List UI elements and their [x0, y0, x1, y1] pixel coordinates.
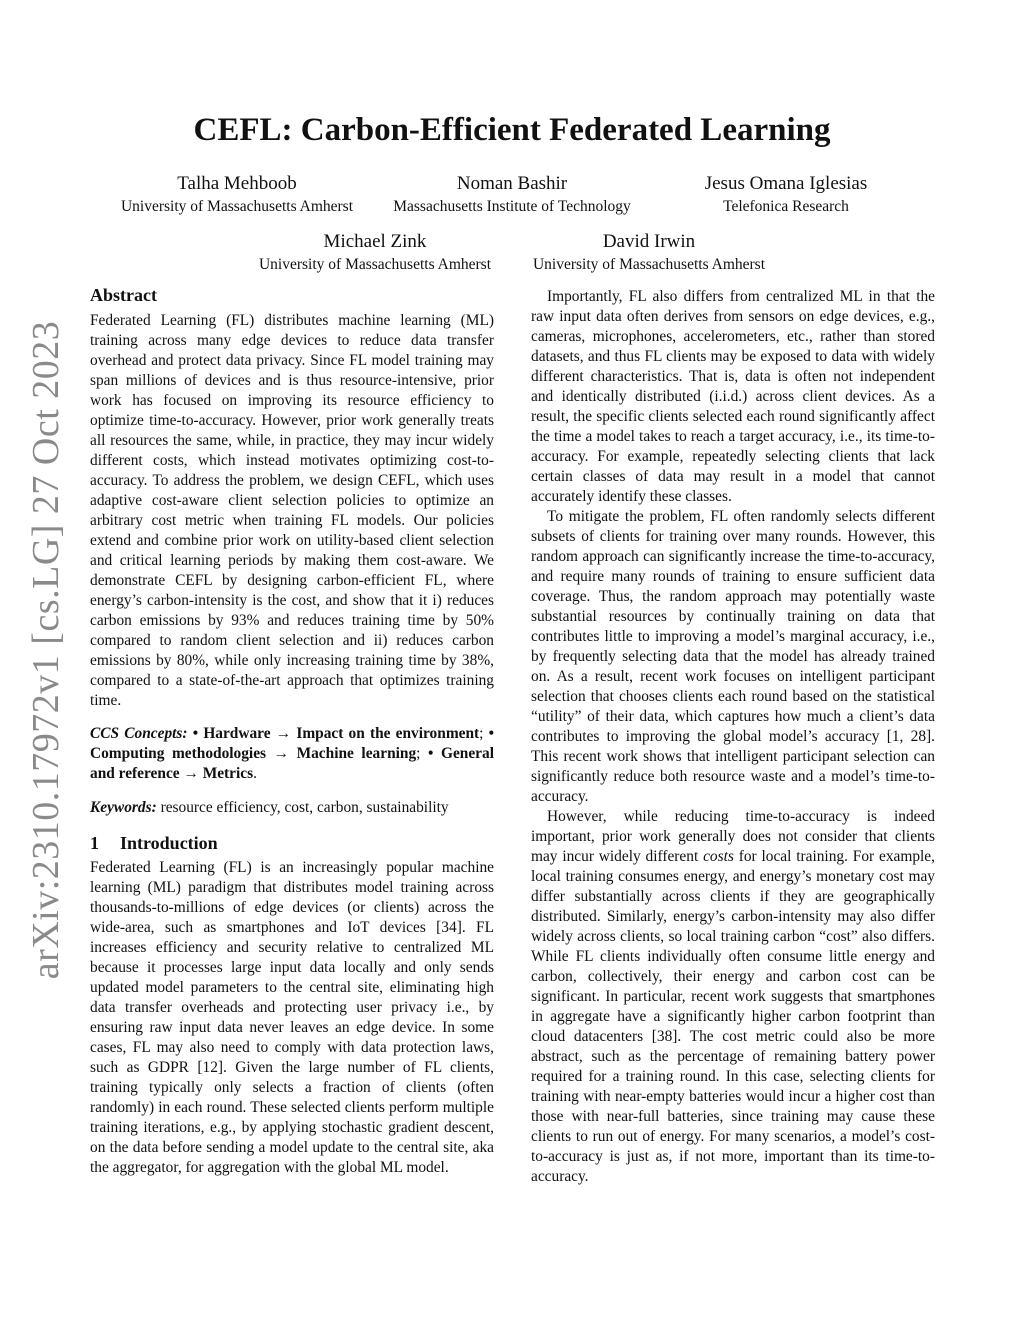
author-name: Jesus Omana Iglesias: [704, 173, 868, 194]
keywords-label: Keywords:: [90, 799, 157, 816]
ccs-topic: Machine learning: [296, 745, 417, 762]
ccs-concepts: CCS Concepts: • Hardware → Impact on the environment; • Computing methodologies → Machine learning; • General and reference → Metrics.: [90, 725, 494, 782]
ccs-category: General and reference: [90, 745, 494, 782]
author-affiliation: University of Massachusetts Amherst: [532, 256, 766, 273]
author-name: Michael Zink: [323, 231, 427, 252]
intro-paragraph-1: Federated Learning (FL) is an increasingly popular machine learning (ML) paradigm that distributes model training across thousands-to-millions of edge devices (or clients) across the wide-area, such as smartphones and IoT devices [34]. FL increases efficiency and security relative to centralized ML because it processes large input data locally and only sends updated model parameters to the central site, eliminating high data transfer overheads and protecting user privacy i.e., by ensuring raw input data never leaves an edge device. In some cases, FL may also need to comply with data protection laws, such as GDPR [12]. Given the large number of FL clients, training typically only selects a fraction of clients (often randomly) in each round. These selected clients perform multiple training iterations, e.g., by applying stochastic gradient descent, on the data before sending a model update to the central site, aka the aggregator, for aggregation with the global ML model.: [90, 859, 494, 1176]
ccs-category: Computing methodologies: [90, 745, 267, 762]
paragraph-text: for local training. For example, local training consumes energy, and energy’s monetary cost may differ substantially across clients if they are geographically distributed. Similarly, energy’s carbon-intensity may also differ widely across clients, so local training carbon “cost” also differs. While FL clients individually often consume little energy and carbon, collectively, their energy and carbon cost can be significant. In particular, recent work suggests that smartphones in aggregate have a significantly higher carbon footprint than cloud datacenters [38]. The cost metric could also be more abstract, such as the percentage of remaining battery power required for a training round. In this case, selecting clients for training with near-empty batteries would incur a higher cost than those with near-full batteries, since training may cause these clients to run out of energy. For many scenarios, a model’s cost-to-accuracy is just as, if not more, important than its time-to-accuracy.: [531, 848, 935, 1185]
author-affiliation: Massachusetts Institute of Technology: [393, 198, 631, 215]
author-affiliation: University of Massachusetts Amherst: [258, 256, 492, 273]
section-heading-introduction: [90, 832, 494, 854]
abstract-text: Federated Learning (FL) distributes machine learning (ML) training across many edge devices to reduce data transfer overhead and protect data privacy. Since FL model training may span millions of devices and is thus resource-intensive, prior work has focused on improving its resource efficiency to optimize time-to-accuracy. However, prior work generally treats all resources the same, while, in practice, they may incur widely different costs, which instead motivates optimizing cost-to-accuracy. To address the problem, we design CEFL, which uses adaptive cost-aware client selection policies to optimize an arbitrary cost metric when training FL models. Our policies extend and combine prior work on utility-based client selection and critical learning periods by making them cost-aware. We demonstrate CEFL by designing carbon-efficient FL, where energy’s carbon-intensity is the cost, and show that it i) reduces carbon emissions by 93% and reduces training time by 50% compared to random client selection and ii) reduces carbon emissions by 80%, while only increasing training time by 38%, compared to a state-of-the-art approach that optimizes training time.: [90, 312, 494, 709]
intro-paragraph-2: Importantly, FL also differs from centralized ML in that the raw input data often derives from sensors on edge devices, e.g., cameras, microphones, accelerometers, etc., rather than stored datasets, and thus FL clients may be exposed to data with widely different characteristics. That is, data is often not independent and identically distributed (i.i.d.) across client devices. As a result, the specific clients selected each round significantly affect the time a model takes to reach a target accuracy, i.e., its time-to-accuracy. For example, repeatedly selecting clients that lack certain classes of data may result in a model that cannot accurately identify these classes.: [531, 288, 935, 505]
ccs-topic: Impact on the environment: [296, 725, 480, 742]
author-name: Talha Mehboob: [177, 173, 297, 194]
left-column: [90, 284, 494, 1178]
author-name: Noman Bashir: [456, 173, 568, 194]
keywords: [90, 798, 494, 818]
right-column: [531, 287, 935, 1187]
author-affiliation: Telefonica Research: [723, 198, 849, 215]
author-block: [449, 230, 849, 276]
author-affiliation: University of Massachusetts Amherst: [120, 198, 354, 215]
ccs-category: Hardware: [203, 725, 271, 742]
author-name: David Irwin: [602, 231, 696, 252]
keywords-text: resource efficiency, cost, carbon, sustainability: [160, 799, 449, 816]
author-block: [586, 172, 986, 218]
abstract-heading: Abstract: [90, 285, 157, 305]
ccs-label: CCS Concepts:: [90, 725, 188, 742]
paragraph-text: However, while reducing time-to-accuracy is indeed important, prior work generally does not consider that clients may incur widely different: [531, 808, 935, 865]
emphasis-text: costs: [703, 848, 734, 865]
section-number: 1: [90, 833, 99, 853]
intro-paragraph-3: To mitigate the problem, FL often randomly selects different subsets of clients for training over many rounds. However, this random approach can significantly increase the time-to-accuracy, and require many rounds of training to ensure sufficient data coverage. Thus, the random approach may potentially waste substantial resources by continually training on data that contributes little to improving a model’s marginal accuracy, i.e., by frequently selecting data that the model has already trained on. As a result, recent work focuses on intelligent participant selection that chooses clients each round based on the statistical “utility” of their data, which captures how much a client’s data contributes to improving the global model’s accuracy [1, 28]. This recent work shows that intelligent participant selection can significantly reduce both resource waste and a model’s time-to-accuracy.: [531, 508, 935, 805]
section-title: Introduction: [120, 833, 218, 853]
ccs-topic: Metrics: [202, 765, 254, 782]
intro-paragraph-4: [531, 807, 935, 1187]
arxiv-identifier-stamp: arXiv:2310.17972v1 [cs.LG] 27 Oct 2023: [25, 320, 67, 980]
paper-title: CEFL: Carbon-Efficient Federated Learning: [193, 112, 831, 148]
